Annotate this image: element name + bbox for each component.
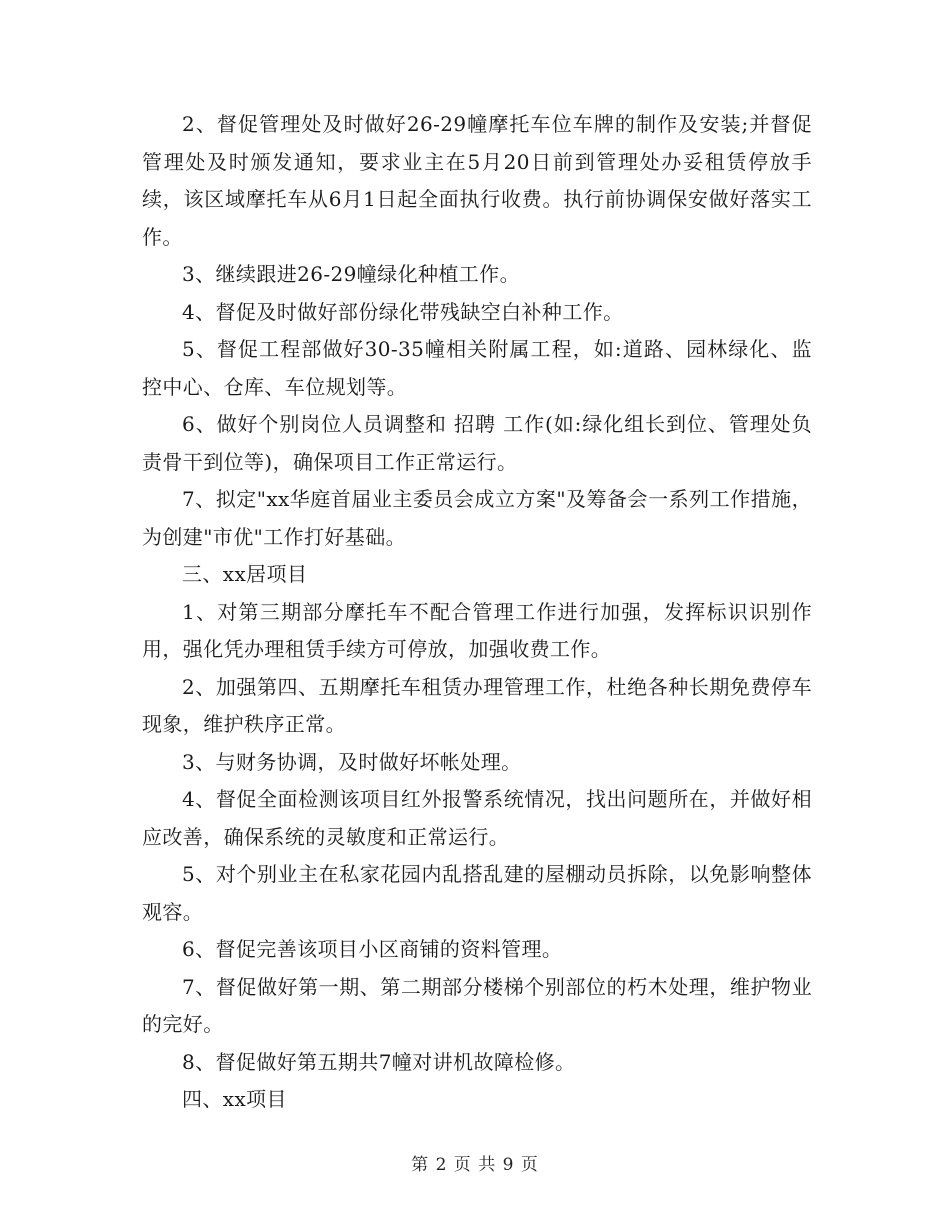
section-heading: 三、xx居项目 [182,562,308,586]
paragraph: 5、对个别业主在私家花园内乱搭乱建的屋棚动员拆除，以免影响整体观容。 [142,862,812,924]
paragraph: 8、督促做好第五期共7幢对讲机故障检修。 [182,1049,576,1074]
paragraph: 5、督促工程部做好30-35幢相关附属工程，如:道路、园林绿化、监控中心、仓库、车位规划等。 [142,337,812,399]
page-number-footer: 第 2 页 共 9 页 [411,1155,539,1175]
paragraph: 1、对第三期部分摩托车不配合管理工作进行加强，发挥标识识别作用，强化凭办理租赁手续方可停放，加强收费工作。 [142,599,812,661]
paragraph: 7、拟定"xx华庭首届业主委员会成立方案"及筹备会一系列工作措施，为创建"市优"工作打好基础。 [142,487,812,549]
paragraph: 2、督促管理处及时做好26-29幢摩托车位车牌的制作及安装;并督促管理处及时颁发通知，要求业主在5月20日前到管理处办妥租赁停放手续，该区域摩托车从6月1日起全面执行收费。执行前协调保安做好落实工作。 [142,112,812,249]
paragraph: 6、督促完善该项目小区商铺的资料管理。 [182,937,563,961]
document-body [142,106,812,1119]
paragraph: 3、继续跟进26-29幢绿化种植工作。 [182,262,520,286]
paragraph: 4、督促及时做好部份绿化带残缺空白补种工作。 [182,299,624,324]
paragraph: 4、督促全面检测该项目红外报警系统情况，找出问题所在，并做好相应改善，确保系统的灵敏度和正常运行。 [142,787,812,849]
paragraph: 7、督促做好第一期、第二期部分楼梯个别部位的朽木处理，维护物业的完好。 [142,974,812,1036]
paragraph: 2、加强第四、五期摩托车租赁办理管理工作，杜绝各种长期免费停车现象，维护秩序正常。 [142,674,812,736]
paragraph: 6、做好个别岗位人员调整和 招聘 工作(如:绿化组长到位、管理处负责骨干到位等)，确保项目工作正常运行。 [142,412,812,474]
section-heading: 四、xx项目 [182,1087,287,1111]
paragraph: 3、与财务协调，及时做好坏帐处理。 [182,749,522,774]
